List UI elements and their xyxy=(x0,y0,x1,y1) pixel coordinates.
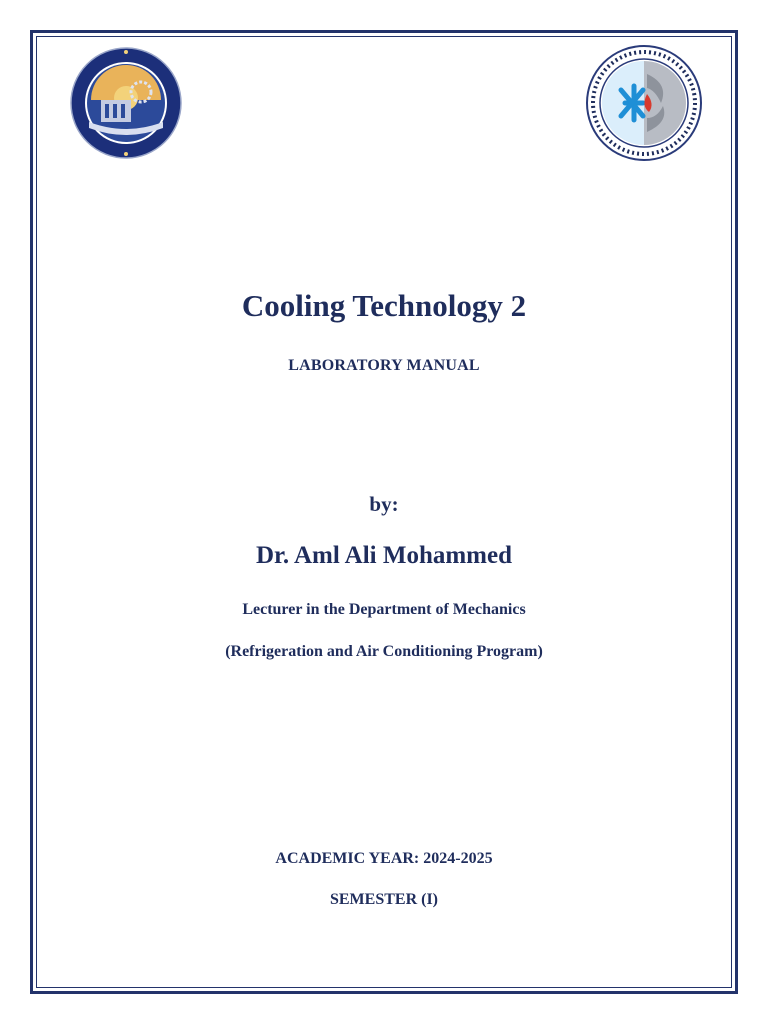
document-subtitle: LABORATORY MANUAL xyxy=(288,357,480,374)
snowflake-program-logo-icon xyxy=(585,44,703,162)
by-label: by: xyxy=(369,492,399,516)
document-title: Cooling Technology 2 xyxy=(241,288,527,323)
author-name: Dr. Aml Ali Mohammed xyxy=(255,542,513,569)
university-seal-icon xyxy=(67,44,185,162)
academic-year: ACADEMIC YEAR: 2024-2025 xyxy=(275,850,493,867)
program-name: (Refrigeration and Air Conditioning Program) xyxy=(225,643,543,660)
author-role: Lecturer in the Department of Mechanics xyxy=(242,601,526,618)
semester: SEMESTER (I) xyxy=(329,891,439,908)
